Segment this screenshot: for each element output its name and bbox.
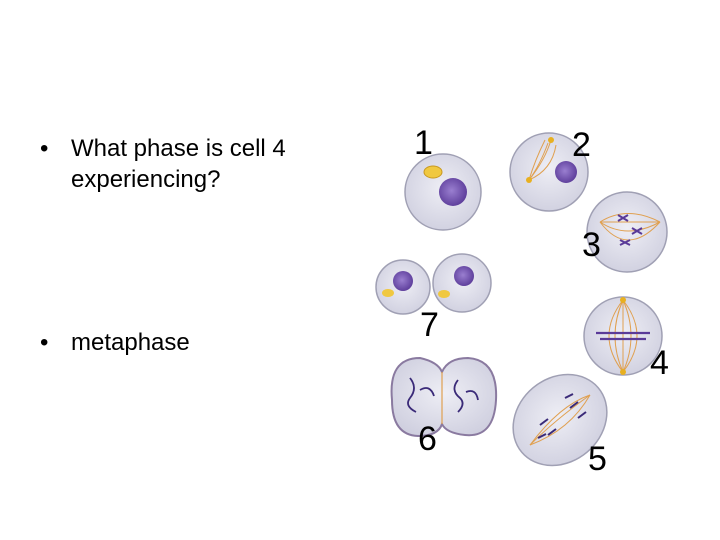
cell-1 (405, 154, 481, 230)
centrosome (382, 289, 394, 297)
label-7: 7 (420, 306, 439, 344)
centrosome (620, 297, 626, 303)
label-2: 2 (572, 126, 591, 164)
cell-6 (392, 358, 497, 436)
label-3: 3 (582, 226, 601, 264)
label-4: 4 (650, 344, 669, 382)
bullet-marker: • (40, 135, 49, 162)
centrosome (548, 137, 554, 143)
bullet-marker: • (40, 329, 49, 356)
nucleus (439, 178, 467, 206)
label-5: 5 (588, 440, 607, 478)
question-text: What phase is cell 4 experiencing? (71, 135, 286, 193)
nucleus (454, 266, 474, 286)
label-6: 6 (418, 420, 437, 458)
answer-bullet (40, 327, 331, 358)
nucleus (555, 161, 577, 183)
cell-7 (376, 254, 491, 314)
answer-text: metaphase (71, 329, 190, 356)
centrosome (620, 369, 626, 375)
nucleus (393, 271, 413, 291)
centrosome (424, 166, 442, 178)
question-bullet (40, 133, 331, 195)
centrosome (438, 290, 450, 298)
mitosis-cells-figure (365, 115, 685, 480)
centrosome (526, 177, 532, 183)
label-1: 1 (414, 124, 433, 162)
